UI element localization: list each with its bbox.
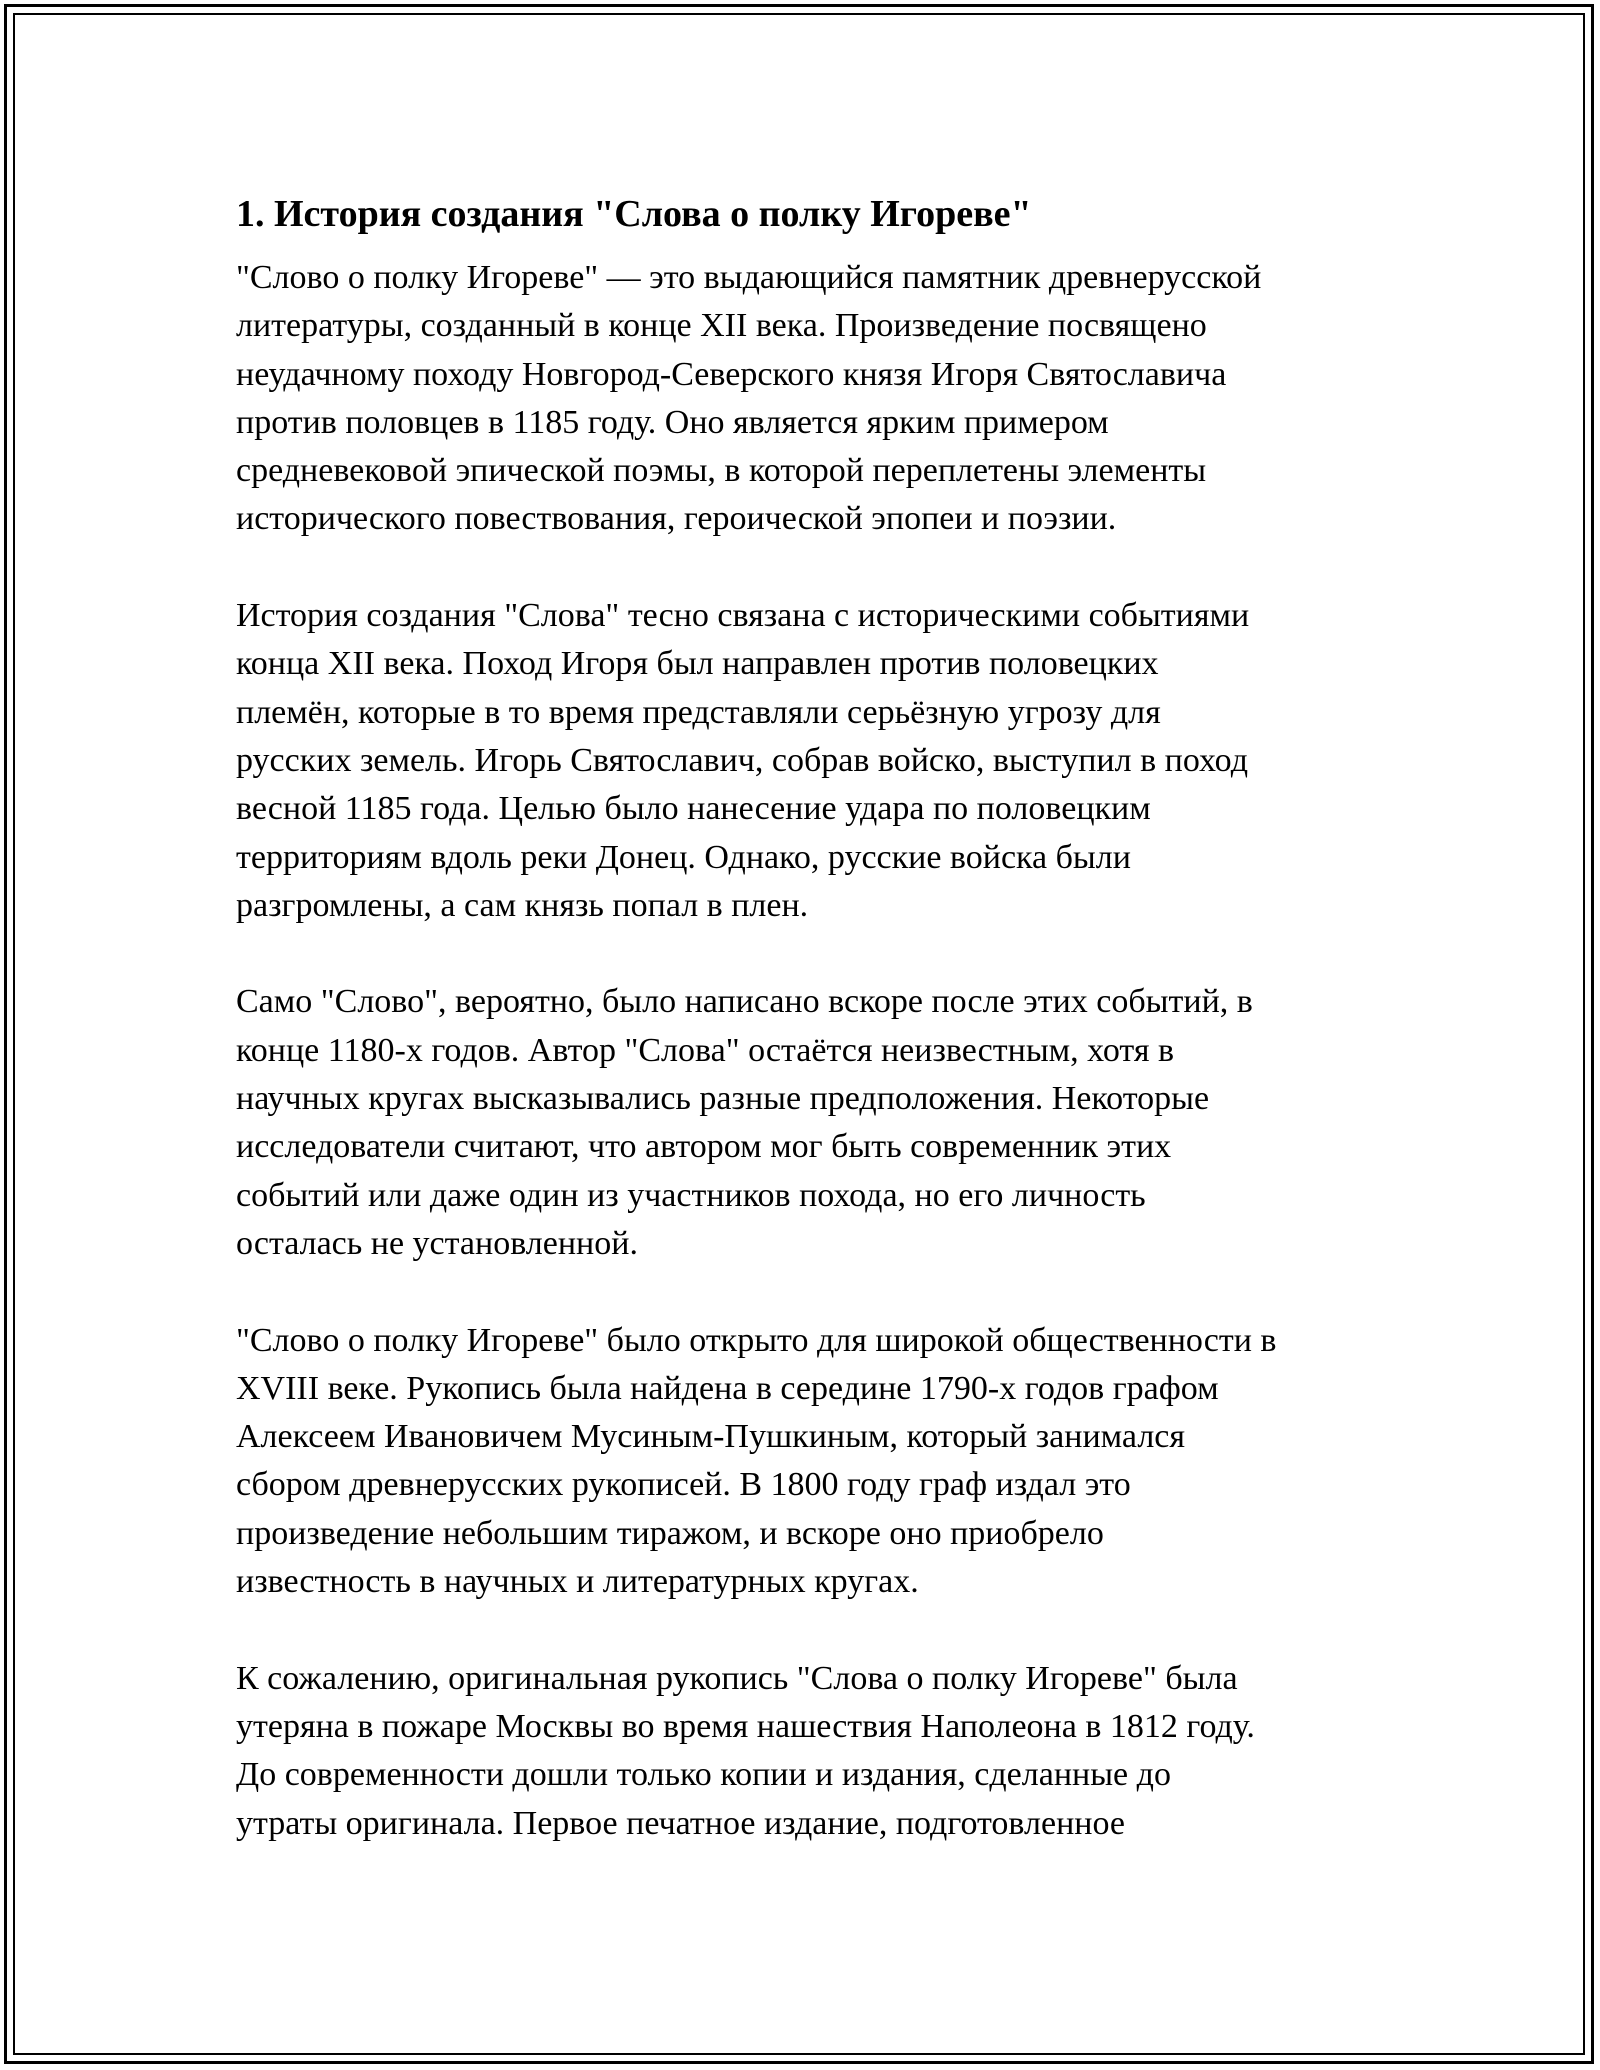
text-line: территориям вдоль реки Донец. Однако, русские войска были — [236, 838, 1131, 876]
paragraph-4 — [236, 1317, 1376, 1607]
document-body — [236, 186, 1376, 1896]
text-line: конца XII века. Поход Игоря был направлен против половецких — [236, 645, 1159, 683]
text-line: произведение небольшим тиражом, и вскоре оно приобрело — [236, 1514, 1104, 1552]
text-line: племён, которые в то время представляли серьёзную угрозу для — [236, 693, 1161, 731]
text-line: История создания "Слова" тесно связана с историческими событиями — [236, 597, 1250, 635]
text-line: исторического повествования, героической эпопеи и поэзии. — [236, 500, 1117, 538]
text-line: XVIII веке. Рукопись была найдена в середине 1790-х годов графом — [236, 1369, 1219, 1407]
text-line: весной 1185 года. Целью было нанесение удара по половецким — [236, 790, 1151, 828]
text-line: исследователи считают, что автором мог быть современник этих — [236, 1128, 1172, 1166]
paragraph-2 — [236, 592, 1376, 930]
paragraph-1 — [236, 254, 1376, 544]
text-line: осталась не установленной. — [236, 1224, 638, 1262]
text-line: разгромлены, а сам князь попал в плен. — [236, 886, 809, 924]
text-line: конце 1180-х годов. Автор "Слова" остаётся неизвестным, хотя в — [236, 1031, 1175, 1069]
text-line: До современности дошли только копии и издания, сделанные до — [236, 1756, 1171, 1794]
text-line: неудачному походу Новгород-Северского князя Игоря Святославича — [236, 355, 1227, 393]
text-line: событий или даже один из участников похода, но его личность — [236, 1176, 1146, 1214]
text-line: Само "Слово", вероятно, было написано вскоре после этих событий, в — [236, 983, 1253, 1021]
text-line: средневековой эпической поэмы, в которой переплетены элементы — [236, 452, 1207, 490]
text-line: известность в научных и литературных кругах. — [236, 1563, 919, 1601]
text-line: сбором древнерусских рукописей. В 1800 году граф издал это — [236, 1466, 1131, 1504]
text-line: Алексеем Ивановичем Мусиным-Пушкиным, который занимался — [236, 1418, 1186, 1456]
text-line: "Слово о полку Игореве" — это выдающийся памятник древнерусской — [236, 259, 1262, 296]
text-line: научных кругах высказывались разные предположения. Некоторые — [236, 1080, 1210, 1118]
paragraph-3 — [236, 978, 1376, 1268]
text-line: утеряна в пожаре Москвы во время нашествия Наполеона в 1812 году. — [236, 1707, 1255, 1745]
text-line: русских земель. Игорь Святославич, собрав войско, выступил в поход — [236, 741, 1248, 779]
section-heading: 1. История создания "Слова о полку Игореве" — [236, 193, 1032, 235]
paragraph-5 — [236, 1655, 1376, 1848]
text-line: "Слово о полку Игореве" было открыто для широкой общественности в — [236, 1321, 1277, 1359]
text-line: утраты оригинала. Первое печатное издание, подготовленное — [236, 1804, 1125, 1842]
text-line: литературы, созданный в конце XII века. Произведение посвящено — [236, 307, 1207, 345]
text-line: против половцев в 1185 году. Оно является ярким примером — [236, 403, 1109, 441]
text-line: К сожалению, оригинальная рукопись "Слова о полку Игореве" была — [236, 1659, 1238, 1697]
